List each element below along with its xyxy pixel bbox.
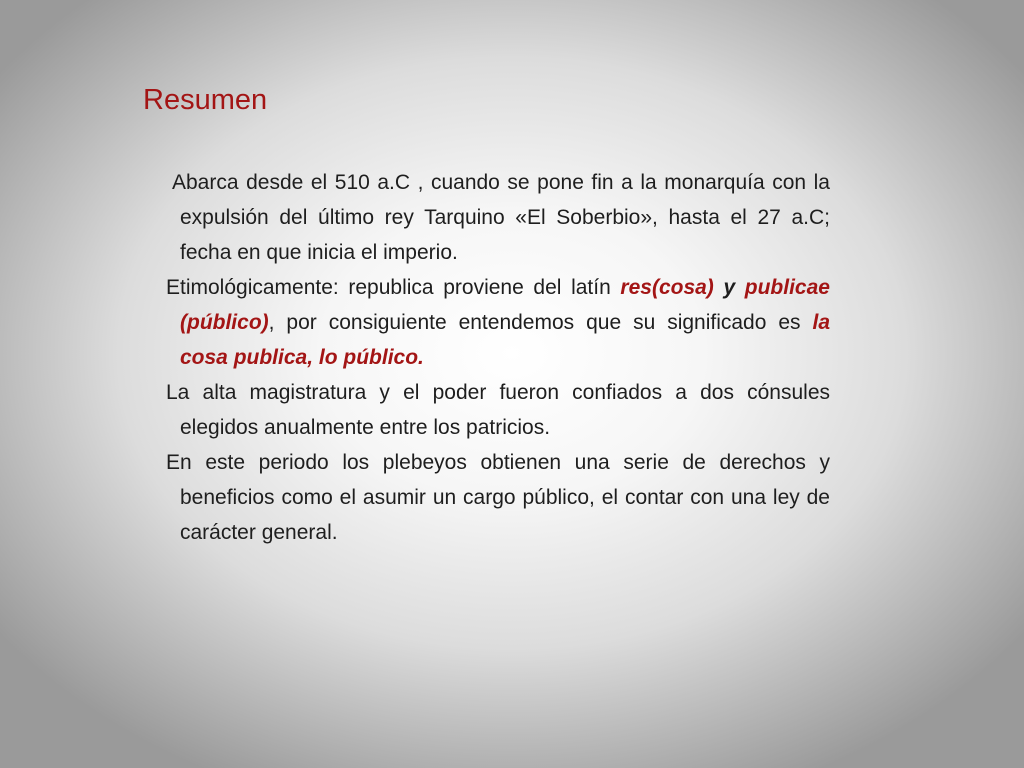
paragraph-magistracy-text: La alta magistratura y el poder fueron confiados a dos cónsules elegidos anualmente entre los patricios. bbox=[166, 381, 830, 439]
slide-body bbox=[166, 165, 830, 550]
paragraph-plebeians bbox=[166, 445, 830, 550]
paragraph-etymology bbox=[166, 270, 830, 375]
etymology-meaning: la cosa publica, lo público. bbox=[180, 311, 830, 369]
etymology-mid: , por consiguiente entendemos que su significado es bbox=[268, 311, 813, 334]
paragraph-period bbox=[166, 165, 830, 270]
etymology-space-1 bbox=[714, 276, 724, 299]
etymology-lead: Etimológicamente: republica proviene del latín bbox=[166, 276, 621, 299]
slide-title: Resumen bbox=[143, 84, 268, 116]
etymology-publicae: publicae (público) bbox=[180, 276, 830, 334]
etymology-y: y bbox=[723, 276, 736, 299]
etymology-space-2 bbox=[735, 276, 745, 299]
paragraph-magistracy bbox=[166, 375, 830, 445]
etymology-res: res(cosa) bbox=[620, 276, 714, 299]
paragraph-plebeians-text: En este periodo los plebeyos obtienen una serie de derechos y beneficios como el asumir un cargo público, el contar con una ley de carácter general. bbox=[166, 451, 830, 544]
paragraph-period-text: Abarca desde el 510 a.C , cuando se pone fin a la monarquía con la expulsión del último rey Tarquino «El Soberbio», hasta el 27 a.C; fecha en que inicia el imperio. bbox=[172, 171, 830, 264]
